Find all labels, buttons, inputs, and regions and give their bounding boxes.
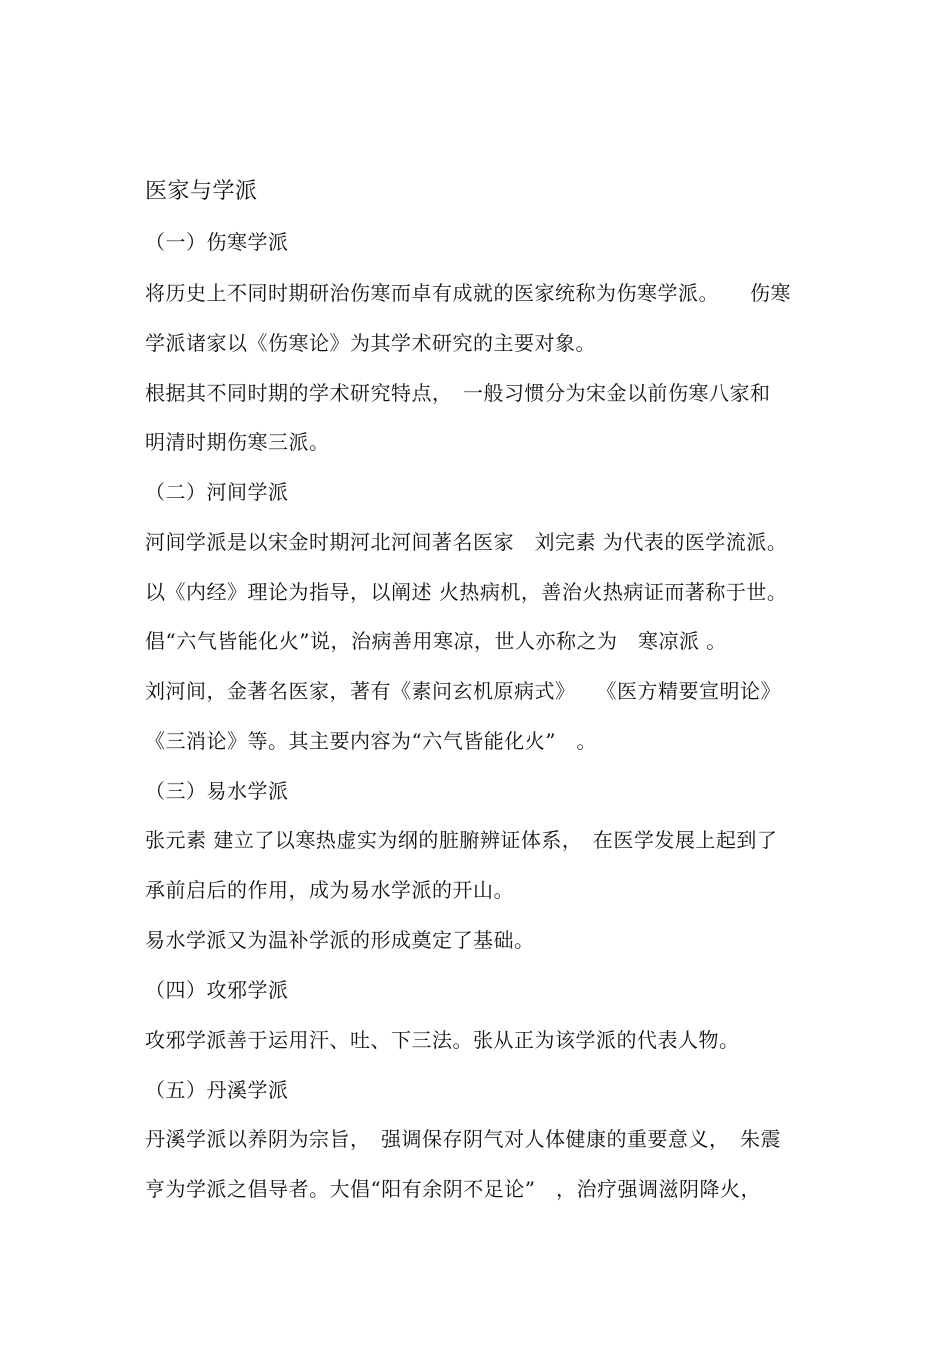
paragraph-line: 学派诸家以《伤寒论》为其学术研究的主要对象。	[145, 331, 596, 355]
section-heading-yishui: （三）易水学派	[145, 779, 289, 803]
paragraph-line: 《三消论》等。其主要内容为“六气皆能化火” 。	[145, 729, 597, 753]
paragraph-line: 易水学派又为温补学派的形成奠定了基础。	[145, 928, 535, 952]
section-heading-hejian: （二）河间学派	[145, 480, 289, 504]
paragraph-line: 明清时期伤寒三派。	[145, 430, 330, 454]
paragraph-line: 刘河间，金著名医家，著有《素问玄机原病式》 《医方精要宣明论》	[145, 679, 781, 703]
paragraph-line: 张元素 建立了以寒热虚实为纲的脏腑辨证体系， 在医学发展上起到了	[145, 828, 778, 852]
paragraph-line: 河间学派是以宋金时期河北河间著名医家 刘完素 为代表的医学流派。	[145, 530, 788, 554]
paragraph-line: 攻邪学派善于运用汗、吐、下三法。张从正为该学派的代表人物。	[145, 1028, 740, 1052]
section-heading-gongxie: （四）攻邪学派	[145, 978, 289, 1002]
section-heading-shanghan: （一）伤寒学派	[145, 230, 289, 254]
section-heading-danxi: （五）丹溪学派	[145, 1078, 289, 1102]
paragraph-line: 亨为学派之倡导者。大倡“阳有余阴不足论” ，治疗强调滋阴降火，	[145, 1177, 761, 1201]
paragraph-line: 以《内经》理论为指导，以阐述 火热病机，善治火热病证而著称于世。	[145, 580, 788, 604]
paragraph-line: 丹溪学派以养阴为宗旨， 强调保存阴气对人体健康的重要意义， 朱震	[145, 1127, 781, 1151]
document-title: 医家与学派	[145, 179, 258, 204]
paragraph-line: 根据其不同时期的学术研究特点， 一般习惯分为宋金以前伤寒八家和	[145, 381, 771, 405]
paragraph-line: 倡“六气皆能化火”说，治病善用寒凉，世人亦称之为 寒凉派 。	[145, 629, 727, 653]
paragraph-line: 将历史上不同时期研治伤寒而卓有成就的医家统称为伤寒学派。 伤寒	[145, 281, 791, 305]
paragraph-line: 承前启后的作用，成为易水学派的开山。	[145, 878, 514, 902]
